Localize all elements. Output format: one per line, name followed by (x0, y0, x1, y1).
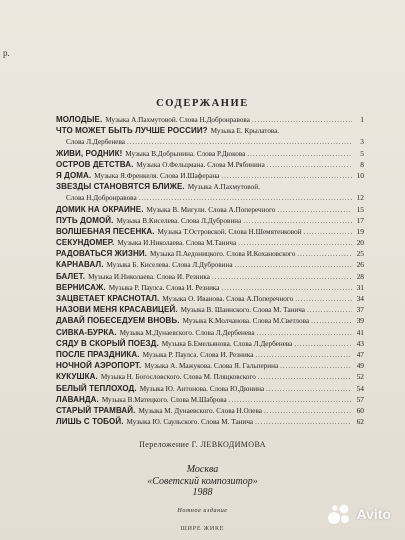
page-number: 60 (356, 405, 364, 415)
leader-dots (304, 227, 352, 237)
toc-entry (56, 293, 364, 304)
song-title: ПУТЬ ДОМОЙ. (56, 215, 114, 225)
song-title: БЕЛЫЙ ТЕПЛОХОД. (56, 383, 137, 393)
song-title: ОСТРОВ ДЕТСТВА. (56, 159, 134, 169)
page-number: 12 (356, 193, 364, 203)
song-title: БАЛЕТ. (56, 271, 86, 281)
song-credits: Музыка Р. Паулса. Слова И. Резника (108, 283, 220, 292)
song-credits: Музыка В.Добрынина. Слова Р.Дюкова (125, 149, 246, 158)
avito-dots-icon (327, 503, 353, 525)
song-title: ЛАВАНДА. (56, 394, 99, 404)
publisher-imprint (0, 464, 405, 499)
table-of-contents (56, 114, 364, 427)
page-number: 34 (356, 294, 364, 303)
song-credits: Музыка А.Пахмутовой. Слова Н.Добронравова (105, 116, 250, 124)
toc-entry (56, 338, 364, 349)
toc-entry (56, 226, 364, 237)
song-credits: Музыка К.Молчанова. Слова М.Светлова (182, 317, 310, 326)
toc-entry (56, 383, 364, 394)
song-credits: Музыка Б. Киселева. Слова Л.Дубровина (106, 261, 233, 270)
toc-entry (56, 215, 364, 226)
toc-entry-continuation (56, 136, 364, 147)
song-title: НОЧНОЙ АЭРОПОРТ. (56, 361, 142, 371)
page-number: 15 (356, 204, 364, 214)
leader-dots (294, 339, 352, 349)
page-number: 10 (356, 170, 364, 180)
page-number: 3 (360, 137, 364, 147)
imprint-city: Москва (186, 464, 219, 475)
page-number: 43 (356, 338, 364, 348)
song-credits: Музыка М.Дунаевского. Слова Л.Дербенева (119, 328, 255, 337)
page-number: 62 (356, 417, 364, 427)
edition-note: Нотное издание (177, 508, 228, 514)
avito-watermark (327, 503, 391, 525)
toc-entry (56, 237, 364, 248)
toc-entry (56, 125, 364, 136)
page-number: 5 (360, 148, 364, 158)
song-title: ЛИШЬ С ТОБОЙ. (56, 417, 124, 427)
page-number: 49 (356, 361, 364, 371)
page-number: 54 (356, 383, 364, 393)
leader-dots (127, 137, 352, 147)
watermark-brand: Avito (356, 506, 391, 522)
page-number: 39 (356, 316, 364, 326)
page-number: 37 (356, 305, 364, 315)
library-stamp: ШИРЕ ЖИКЕ (180, 526, 225, 532)
toc-entry (56, 282, 364, 293)
leader-dots (258, 372, 352, 382)
song-title: ВОЛШЕБНАЯ ПЕСЕНКА. (56, 226, 155, 236)
toc-entry (56, 416, 364, 427)
leader-dots (247, 149, 352, 159)
page-number: 26 (356, 260, 364, 270)
toc-entry (56, 304, 364, 315)
leader-dots (277, 205, 352, 215)
leader-dots (255, 417, 352, 427)
song-credits: Музыка О. Иванова. Слова А.Поперечного (162, 295, 294, 303)
toc-entry (56, 204, 364, 215)
song-credits: Музыка Н. Богословского. Слова М. Пляцковского (100, 373, 256, 382)
page-number: 28 (356, 271, 364, 281)
page-number: 47 (356, 349, 364, 359)
song-credits: Музыка Ю. Антонова. Слова Ю.Дюнина (139, 384, 265, 393)
leader-dots (266, 384, 352, 394)
leader-dots (238, 238, 352, 248)
imprint-publisher: «Советский композитор» (147, 475, 258, 487)
song-title: Я ДОМА. (56, 170, 92, 180)
song-credits: Музыка А.Пахмутовой. (187, 183, 260, 192)
song-credits: Музыка Я.Френкеля. Слова И.Шаферана (94, 171, 220, 180)
song-title: ЖИВИ, РОДНИК! (56, 148, 123, 158)
leader-dots (295, 294, 352, 304)
page-number: 17 (356, 215, 364, 225)
toc-entry (56, 360, 364, 371)
song-credits: Музыка В. Шаинского. Слова М. Танича (180, 306, 306, 315)
toc-entry (56, 159, 364, 170)
toc-entry (56, 315, 364, 326)
toc-entry (56, 114, 364, 125)
page-number: 57 (356, 394, 364, 404)
song-title: ВЕРНИСАЖ. (56, 282, 106, 292)
page-number: 52 (356, 372, 364, 382)
leader-dots (139, 193, 352, 203)
leader-dots (252, 115, 352, 125)
song-title: СЕКУНДОМЕР. (56, 238, 115, 248)
leader-dots (311, 316, 352, 326)
song-credits: Музыка А. Мажукова. Слова Я. Гальперина (144, 362, 279, 371)
song-credits: Музыка Б.Емельянова. Слова Л.Дербенева (161, 339, 293, 348)
page-number: 25 (356, 249, 364, 259)
page-number: 1 (360, 115, 364, 124)
song-title: РАДОВАТЬСЯ ЖИЗНИ. (56, 249, 148, 259)
toc-entry (56, 394, 364, 405)
leader-dots (235, 260, 352, 270)
song-credits: Музыка И.Николаева. Слова М.Танича (117, 239, 237, 248)
song-title: МОЛОДЫЕ. (56, 115, 103, 124)
song-title: КУКУШКА. (56, 372, 98, 382)
page-number: 31 (356, 282, 364, 292)
leader-dots (243, 216, 352, 226)
page-number: 41 (356, 327, 364, 337)
song-title: ПОСЛЕ ПРАЗДНИКА. (56, 349, 140, 359)
song-credits: Музыка Т.Островской. Слова Н.Шемятенковой (157, 227, 302, 236)
song-credits: Музыка И.Николаева. Слова И. Резника (88, 272, 210, 281)
leader-dots (229, 395, 352, 405)
leader-dots (212, 272, 352, 282)
toc-entry (56, 181, 364, 192)
song-credits: Музыка Ю. Саульского. Слова М. Танича (126, 418, 254, 427)
arranger-credit: Переложение Г. ЛЕВКОДИМОВА (139, 440, 266, 449)
leader-dots (307, 305, 352, 315)
page-number: 20 (356, 238, 364, 248)
leader-dots (280, 361, 352, 371)
leader-dots (257, 328, 352, 338)
song-title: СТАРЫЙ ТРАМВАЙ. (56, 405, 136, 415)
song-title: ЗАЦВЕТАЕТ КРАСНОТАЛ. (56, 294, 160, 303)
song-title: НАЗОВИ МЕНЯ КРАСАВИЦЕЙ. (56, 305, 178, 315)
toc-entry (56, 259, 364, 270)
leader-dots (264, 406, 352, 416)
song-credits: Музыка В. Мигули. Слова А.Поперечного (146, 205, 276, 214)
song-title: СИВКА-БУРКА. (56, 327, 117, 337)
page-title: СОДЕРЖАНИЕ (156, 98, 249, 109)
song-credits: Музыка М. Дунаевского. Слова Н.Олева (138, 406, 262, 415)
toc-entry (56, 271, 364, 282)
page-number: 19 (356, 226, 364, 236)
leader-dots (297, 249, 352, 259)
toc-entry (56, 148, 364, 159)
toc-entry (56, 405, 364, 416)
imprint-year: 1988 (192, 487, 213, 498)
song-credits: Музыка В.Матецкого. Слова М.Шаброва (101, 395, 227, 404)
song-title: ДАВАЙ ПОБЕСЕДУЕМ ВНОВЬ. (56, 316, 180, 326)
song-title: ЗВЕЗДЫ СТАНОВЯТСЯ БЛИЖЕ. (56, 182, 185, 192)
leader-dots (221, 171, 352, 181)
song-credits: Музыка П.Аедоницкого. Слова И.Кохановского (150, 250, 296, 259)
song-credits: Музыка Р. Паулса. Слова И. Резника (142, 350, 254, 359)
song-credits: Музыка Е. Крылатова. (210, 127, 280, 136)
toc-entry (56, 248, 364, 259)
toc-entry (56, 349, 364, 360)
song-credits: Слова Л.Дербенева (66, 138, 125, 147)
toc-entry-continuation (56, 192, 364, 203)
toc-entry (56, 170, 364, 181)
toc-entry (56, 327, 364, 338)
song-credits: Слова Н.Добронравова (66, 194, 137, 203)
song-title: СЯДУ В СКОРЫЙ ПОЕЗД. (56, 338, 159, 348)
leader-dots (255, 350, 352, 360)
leader-dots (222, 283, 353, 293)
song-title: ДОМИК НА ОКРАИНЕ. (56, 204, 144, 214)
leader-dots (267, 160, 352, 170)
margin-mark: р. (3, 48, 10, 58)
song-title: ЧТО МОЖЕТ БЫТЬ ЛУЧШЕ РОССИИ? (56, 126, 208, 136)
toc-entry (56, 371, 364, 382)
song-credits: Музыка В.Киселева. Слова Л.Дубровина (116, 216, 242, 225)
song-credits: Музыка О.Фельцмана. Слова М.Рябинина (136, 160, 265, 169)
page-number: 8 (360, 159, 364, 169)
song-title: КАРНАВАЛ. (56, 260, 104, 270)
